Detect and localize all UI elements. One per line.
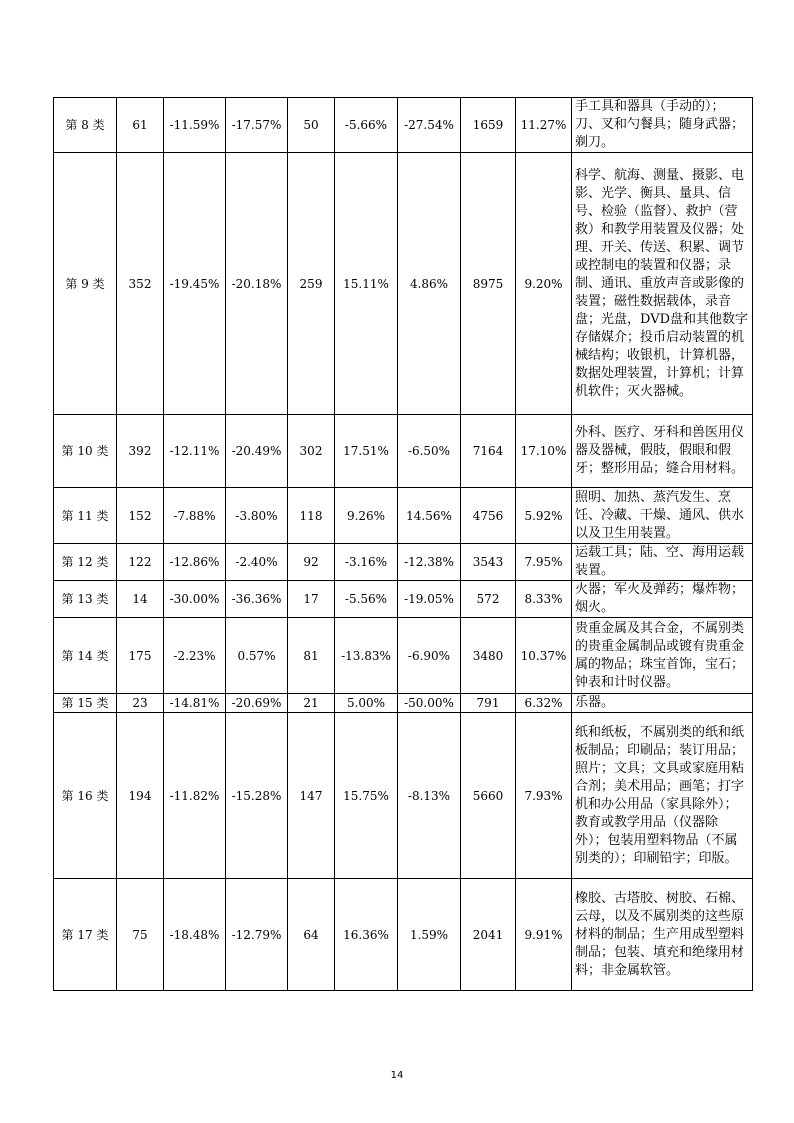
value-cell: -11.59% — [164, 98, 226, 153]
value-cell: 3480 — [461, 618, 516, 694]
value-cell: 194 — [117, 713, 164, 879]
value-cell: 1659 — [461, 98, 516, 153]
value-cell: 5.92% — [516, 488, 572, 544]
value-cell: -18.48% — [164, 879, 226, 991]
description-cell: 运载工具；陆、空、海用运载装置。 — [572, 544, 753, 581]
value-cell: 92 — [288, 544, 335, 581]
value-cell: -11.82% — [164, 713, 226, 879]
table-row — [54, 415, 753, 488]
value-cell: 10.37% — [516, 618, 572, 694]
value-cell: 50 — [288, 98, 335, 153]
value-cell: 75 — [117, 879, 164, 991]
value-cell: -27.54% — [398, 98, 461, 153]
value-cell: 6.32% — [516, 694, 572, 713]
class-cell: 第 14 类 — [54, 618, 117, 694]
value-cell: -2.40% — [226, 544, 288, 581]
table-row — [54, 581, 753, 618]
value-cell: -8.13% — [398, 713, 461, 879]
value-cell: 118 — [288, 488, 335, 544]
value-cell: 5660 — [461, 713, 516, 879]
value-cell: 23 — [117, 694, 164, 713]
value-cell: 7.95% — [516, 544, 572, 581]
description-cell: 外科、医疗、牙科和兽医用仪器及器械，假肢，假眼和假牙；整形用品；缝合用材料。 — [572, 415, 753, 488]
value-cell: -6.90% — [398, 618, 461, 694]
value-cell: -20.18% — [226, 153, 288, 415]
value-cell: -14.81% — [164, 694, 226, 713]
class-cell: 第 15 类 — [54, 694, 117, 713]
value-cell: 0.57% — [226, 618, 288, 694]
value-cell: 64 — [288, 879, 335, 991]
description-cell: 乐器。 — [572, 694, 753, 713]
value-cell: -30.00% — [164, 581, 226, 618]
value-cell: 175 — [117, 618, 164, 694]
table-row — [54, 618, 753, 694]
value-cell: 352 — [117, 153, 164, 415]
value-cell: -17.57% — [226, 98, 288, 153]
value-cell: 17 — [288, 581, 335, 618]
value-cell: 14 — [117, 581, 164, 618]
value-cell: -13.83% — [335, 618, 398, 694]
value-cell: -19.45% — [164, 153, 226, 415]
class-cell: 第 12 类 — [54, 544, 117, 581]
value-cell: 9.91% — [516, 879, 572, 991]
class-cell: 第 8 类 — [54, 98, 117, 153]
value-cell: -36.36% — [226, 581, 288, 618]
value-cell: -19.05% — [398, 581, 461, 618]
value-cell: 81 — [288, 618, 335, 694]
value-cell: -15.28% — [226, 713, 288, 879]
description-cell: 贵重金属及其合金，不属别类的贵重金属制品或镀有贵重金属的物品；珠宝首饰，宝石；钟表和计时仪器。 — [572, 618, 753, 694]
value-cell: -3.16% — [335, 544, 398, 581]
value-cell: -6.50% — [398, 415, 461, 488]
description-cell: 照明、加热、蒸汽发生、烹饪、冷藏、干燥、通风、供水以及卫生用装置。 — [572, 488, 753, 544]
value-cell: 17.10% — [516, 415, 572, 488]
value-cell: -5.56% — [335, 581, 398, 618]
table-row — [54, 488, 753, 544]
page-number: 14 — [390, 1070, 404, 1081]
value-cell: 4756 — [461, 488, 516, 544]
value-cell: 5.00% — [335, 694, 398, 713]
value-cell: 259 — [288, 153, 335, 415]
table-row — [54, 713, 753, 879]
value-cell: -12.11% — [164, 415, 226, 488]
value-cell: 572 — [461, 581, 516, 618]
value-cell: 4.86% — [398, 153, 461, 415]
class-cell: 第 10 类 — [54, 415, 117, 488]
table-body — [54, 98, 753, 991]
value-cell: -12.38% — [398, 544, 461, 581]
value-cell: -20.69% — [226, 694, 288, 713]
value-cell: -5.66% — [335, 98, 398, 153]
value-cell: 122 — [117, 544, 164, 581]
value-cell: -50.00% — [398, 694, 461, 713]
value-cell: 11.27% — [516, 98, 572, 153]
value-cell: 15.11% — [335, 153, 398, 415]
value-cell: 21 — [288, 694, 335, 713]
value-cell: 17.51% — [335, 415, 398, 488]
description-cell: 火器；军火及弹药；爆炸物；烟火。 — [572, 581, 753, 618]
value-cell: 16.36% — [335, 879, 398, 991]
value-cell: 8.33% — [516, 581, 572, 618]
value-cell: 61 — [117, 98, 164, 153]
value-cell: 14.56% — [398, 488, 461, 544]
value-cell: -20.49% — [226, 415, 288, 488]
table-row — [54, 153, 753, 415]
value-cell: 15.75% — [335, 713, 398, 879]
value-cell: 7.93% — [516, 713, 572, 879]
description-cell: 科学、航海、测量、摄影、电影、光学、衡具、量具、信号、检验（监督）、救护（营救）和教学用装置及仪器；处理、开关、传送、积累、调节或控制电的装置和仪器；录制、通讯、重放声音或影像的装置；磁性数据载体，录音盘；光盘，DVD盘和其他数字存储媒介；投币启动装置的机械结构；收银机，计算机器，数据处理装置，计算机；计算机软件；灭火器械。 — [572, 153, 753, 415]
table-row — [54, 98, 753, 153]
value-cell: 9.20% — [516, 153, 572, 415]
table-row — [54, 694, 753, 713]
value-cell: 147 — [288, 713, 335, 879]
value-cell: 791 — [461, 694, 516, 713]
value-cell: -7.88% — [164, 488, 226, 544]
description-cell: 橡胶、古塔胶、树胶、石棉、云母，以及不属别类的这些原材料的制品；生产用成型塑料制品；包装、填充和绝缘用材料；非金属软管。 — [572, 879, 753, 991]
value-cell: 392 — [117, 415, 164, 488]
table-row — [54, 879, 753, 991]
value-cell: 8975 — [461, 153, 516, 415]
value-cell: 9.26% — [335, 488, 398, 544]
value-cell: 302 — [288, 415, 335, 488]
class-cell: 第 13 类 — [54, 581, 117, 618]
value-cell: 2041 — [461, 879, 516, 991]
value-cell: -12.86% — [164, 544, 226, 581]
value-cell: 1.59% — [398, 879, 461, 991]
class-cell: 第 17 类 — [54, 879, 117, 991]
class-cell: 第 11 类 — [54, 488, 117, 544]
value-cell: 7164 — [461, 415, 516, 488]
value-cell: 152 — [117, 488, 164, 544]
class-cell: 第 9 类 — [54, 153, 117, 415]
description-cell: 手工具和器具（手动的）；刀、叉和勺餐具；随身武器；剃刀。 — [572, 98, 753, 153]
value-cell: -2.23% — [164, 618, 226, 694]
trademark-class-table — [53, 97, 753, 991]
description-cell: 纸和纸板，不属别类的纸和纸板制品；印刷品；装订用品；照片；文具；文具或家庭用粘合剂；美术用品；画笔；打字机和办公用品（家具除外）；教育或教学用品（仪器除外）；包装用塑料物品（不属别类的）；印刷铅字；印版。 — [572, 713, 753, 879]
class-cell: 第 16 类 — [54, 713, 117, 879]
table-row — [54, 544, 753, 581]
value-cell: -3.80% — [226, 488, 288, 544]
value-cell: -12.79% — [226, 879, 288, 991]
value-cell: 3543 — [461, 544, 516, 581]
